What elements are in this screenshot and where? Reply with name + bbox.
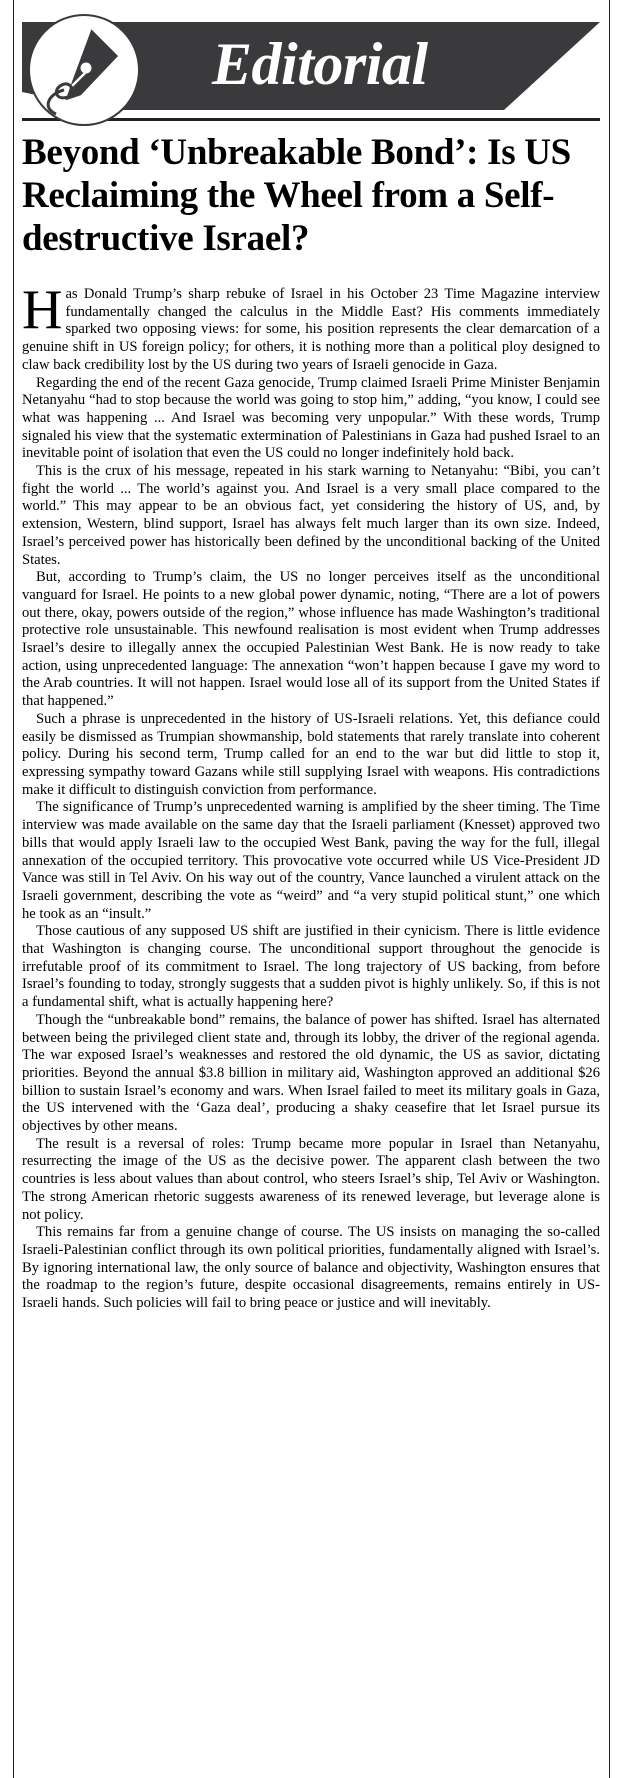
article-paragraph: Regarding the end of the recent Gaza genocide, Trump claimed Israeli Prime Minister Benjamin Netanyahu “had to stop because the world was going to stop him,” adding, “you know, I could see what was happening ... And Israel was becoming very unpopular.” With these words, Trump signaled his view that the systematic extermination of Palestinians in Gaza had pushed Israel to an inevitable point of isolation that even the US could no longer indefinitely hold back. bbox=[22, 374, 600, 462]
article-paragraph: Those cautious of any supposed US shift are justified in their cynicism. There is little evidence that Washington is changing course. The unconditional support throughout the genocide is irrefutable proof of its commitment to Israel. The long trajectory of US backing, from before Israel’s founding to today, strongly suggests that a sudden pivot is highly unlikely. So, if this is not a fundamental shift, what is actually happening here? bbox=[22, 923, 600, 1011]
article-paragraph: Such a phrase is unprecedented in the history of US-Israeli relations. Yet, this defiance could easily be dismissed as Trumpian showmanship, bold statements that rarely translate into coherent policy. During his second term, Trump called for an end to the war but did little to stop it, expressing sympathy toward Gazans while still supplying Israel with weapons. His contradictions make it difficult to distinguish conviction from performance. bbox=[22, 710, 600, 798]
article-paragraph: But, according to Trump’s claim, the US no longer perceives itself as the unconditional vanguard for Israel. He points to a new global power dynamic, noting, “There are a lot of powers out there, okay, powers outside of the region,” whose influence has made Washington’s traditional protective role unsustainable. This newfound realisation is most evident when Trump addresses Israel’s desire to illegally annex the occupied Palestinian West Bank. He is now ready to take action, using unprecedented language: The annexation “won’t happen because I gave my word to the Arab countries. It will not happen. Israel would lose all of its support from the United States if that happened.” bbox=[22, 569, 600, 710]
page-content bbox=[22, 14, 600, 1313]
page-rule-right bbox=[609, 0, 610, 1778]
page-rule-left bbox=[13, 0, 14, 1778]
article-paragraph: This remains far from a genuine change of course. The US insists on managing the so-called Israeli-Palestinian conflict through its own political priorities, fundamentally aligned with Israel’s. By ignoring international law, the only source of balance and objectivity, Washington ensures that the roadmap to the region’s future, despite occasional disagreements, remains entirely in US-Israeli hands. Such policies will fail to bring peace or justice and will inevitably. bbox=[22, 1224, 600, 1312]
article-paragraph: Though the “unbreakable bond” remains, the balance of power has shifted. Israel has alternated between being the privileged client state and, through its lobby, the driver of the regional agenda. The war exposed Israel’s weaknesses and restored the old dynamic, the US as savior, dictating priorities. Beyond the annual $3.8 billion in military aid, Washington approved an additional $26 billion to sustain Israel’s economy and wars. When Israel failed to meet its military goals in Gaza, the US intervened with the ‘Gaza deal’, producing a shaky ceasefire that let Israel pursue its objectives by other means. bbox=[22, 1011, 600, 1135]
article-body bbox=[22, 279, 600, 1313]
page-title: Beyond ‘Unbreakable Bond’: Is US Reclaiming the Wheel from a Self-destructive Israel? bbox=[22, 132, 571, 259]
fountain-pen-nib-icon bbox=[28, 14, 140, 126]
article-paragraph: The result is a reversal of roles: Trump became more popular in Israel than Netanyahu, resurrecting the image of the US as the decisive power. The apparent clash between the two countries is less about values than about control, who steers Israel’s ship, Tel Aviv or Washington. The strong American rhetoric suggests awareness of its renewed leverage, but leverage alone is not policy. bbox=[22, 1135, 600, 1223]
article-paragraph: This is the crux of his message, repeated in his stark warning to Netanyahu: “Bibi, you can’t fight the world ... The world’s against you. And Israel is a very small place compared to the world.” This may appear to be an obvious fact, yet considering the history of US, and, by extension, Western, blind support, Israel has always felt much larger than its own size. Indeed, Israel’s perceived power has historically been defined by the unconditional backing of the United States. bbox=[22, 463, 600, 568]
article-paragraph: Has Donald Trump’s sharp rebuke of Israel in his October 23 Time Magazine interview fundamentally changed the calculus in the Middle East? His comments immediately sparked two opposing views: for some, his position represents the clear demarcation of a genuine shift in US foreign policy; for others, it is nothing more than a political ploy designed to claw back credibility lost by the US during two years of Israeli genocide in Gaza. bbox=[22, 279, 600, 373]
drop-cap: H bbox=[22, 279, 63, 341]
masthead-title: Editorial bbox=[212, 31, 428, 97]
article-paragraph: The significance of Trump’s unprecedented warning is amplified by the sheer timing. The Time interview was made available on the same day that the Israeli parliament (Knesset) approved two bills that would apply Israeli law to the occupied West Bank, paving the way for the full, illegal annexation of the occupied territory. This provocative vote occurred while US Vice-President JD Vance was still in Tel Aviv. On his way out of the country, Vance launched a virulent attack on the Israeli government, describing the vote as “weird” and “a very stupid political stunt,” one which he took as an “insult.” bbox=[22, 799, 600, 922]
masthead bbox=[22, 14, 600, 110]
